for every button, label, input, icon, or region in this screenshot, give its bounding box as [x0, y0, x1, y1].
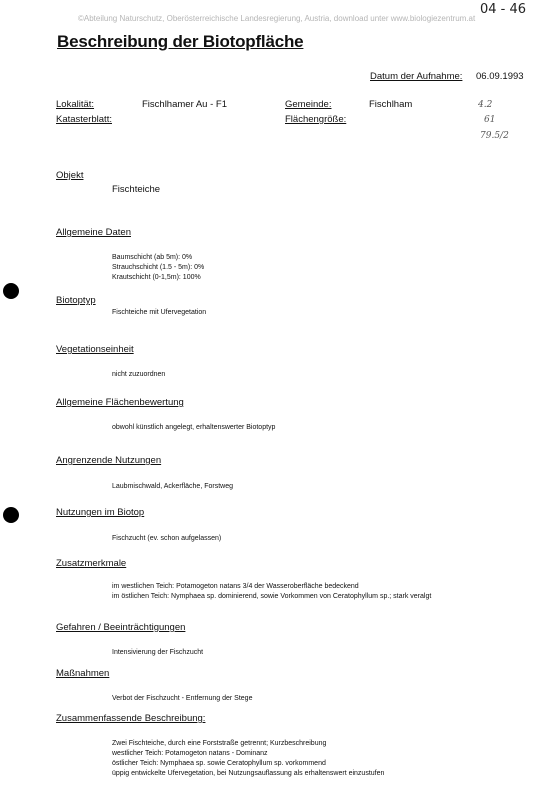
- flaechenbewertung-text: obwohl künstlich angelegt, erhaltenswerter Biotoptyp: [112, 424, 276, 431]
- handwritten-note-1: 4.2: [478, 100, 493, 110]
- katasterblatt-label: Katasterblatt:: [56, 114, 112, 125]
- zusatzmerkmale-line-2: im östlichen Teich: Nymphaea sp. dominierend, sowie Vorkommen von Ceratophyllum sp.; stark veralgt: [112, 593, 432, 600]
- copyright-notice: ©Abteilung Naturschutz, Oberösterreichische Landesregierung, Austria, download unter www.biologiezentrum.at: [78, 14, 476, 23]
- corner-handwritten-note: 04 - 46: [480, 2, 527, 17]
- gefahren-text: Intensivierung der Fischzucht: [112, 649, 204, 656]
- vegetationseinheit-heading: Vegetationseinheit: [56, 344, 134, 355]
- angrenzende-nutzungen-text: Laubmischwald, Ackerfläche, Forstweg: [112, 483, 233, 490]
- handwritten-note-2: 61: [484, 115, 496, 125]
- allgemeine-daten-heading: Allgemeine Daten: [56, 227, 131, 238]
- objekt-text: Fischteiche: [112, 184, 161, 195]
- flaechenbewertung-heading: Allgemeine Flächenbewertung: [56, 397, 184, 408]
- gefahren-heading: Gefahren / Beeinträchtigungen: [56, 622, 186, 633]
- date-value: 06.09.1993: [476, 71, 524, 82]
- lokalitaet-label: Lokalität:: [56, 99, 95, 110]
- punch-hole-bottom: [3, 507, 19, 523]
- zusatzmerkmale-heading: Zusatzmerkmale: [56, 558, 127, 569]
- zusammenfassung-line-4: üppig entwickelte Ufervegetation, bei Nutzungsauflassung als erhaltenswert einzustufen: [112, 770, 385, 777]
- lokalitaet-value: Fischlhamer Au - F1: [142, 99, 227, 110]
- objekt-heading: Objekt: [56, 170, 84, 181]
- zusammenfassung-line-3: östlicher Teich: Nymphaea sp. sowie Ceratophyllum sp. vorkommend: [112, 760, 326, 767]
- gemeinde-value: Fischlham: [369, 99, 413, 110]
- strauchschicht-line: Strauchschicht (1.5 - 5m): 0%: [112, 264, 205, 271]
- flaechengroesse-label: Flächengröße:: [285, 114, 347, 125]
- vegetationseinheit-text: nicht zuzuordnen: [112, 371, 166, 378]
- handwritten-note-3: 79.5/2: [480, 131, 509, 141]
- angrenzende-nutzungen-heading: Angrenzende Nutzungen: [56, 455, 162, 466]
- punch-hole-top: [3, 283, 19, 299]
- gemeinde-label: Gemeinde:: [285, 99, 332, 110]
- biotoptyp-text: Fischteiche mit Ufervegetation: [112, 309, 207, 316]
- baumschicht-line: Baumschicht (ab 5m): 0%: [112, 254, 193, 261]
- nutzungen-im-biotop-heading: Nutzungen im Biotop: [56, 507, 145, 518]
- zusammenfassende-beschreibung-heading: Zusammenfassende Beschreibung:: [56, 713, 206, 724]
- biotoptyp-heading: Biotoptyp: [56, 295, 96, 306]
- nutzungen-im-biotop-text: Fischzucht (ev. schon aufgelassen): [112, 535, 222, 542]
- zusammenfassung-line-2: westlicher Teich: Potamogeton natans - Dominanz: [112, 750, 268, 757]
- page-title: Beschreibung der Biotopfläche: [57, 32, 304, 51]
- zusatzmerkmale-line-1: im westlichen Teich: Potamogeton natans 3/4 der Wasseroberfläche bedeckend: [112, 583, 359, 590]
- date-label: Datum der Aufnahme:: [370, 71, 463, 82]
- zusammenfassung-line-1: Zwei Fischteiche, durch eine Forststraße getrennt; Kurzbeschreibung: [112, 740, 327, 747]
- krautschicht-line: Krautschicht (0-1,5m): 100%: [112, 274, 201, 281]
- massnahmen-text: Verbot der Fischzucht - Entfernung der Stege: [112, 695, 253, 702]
- massnahmen-heading: Maßnahmen: [56, 668, 110, 679]
